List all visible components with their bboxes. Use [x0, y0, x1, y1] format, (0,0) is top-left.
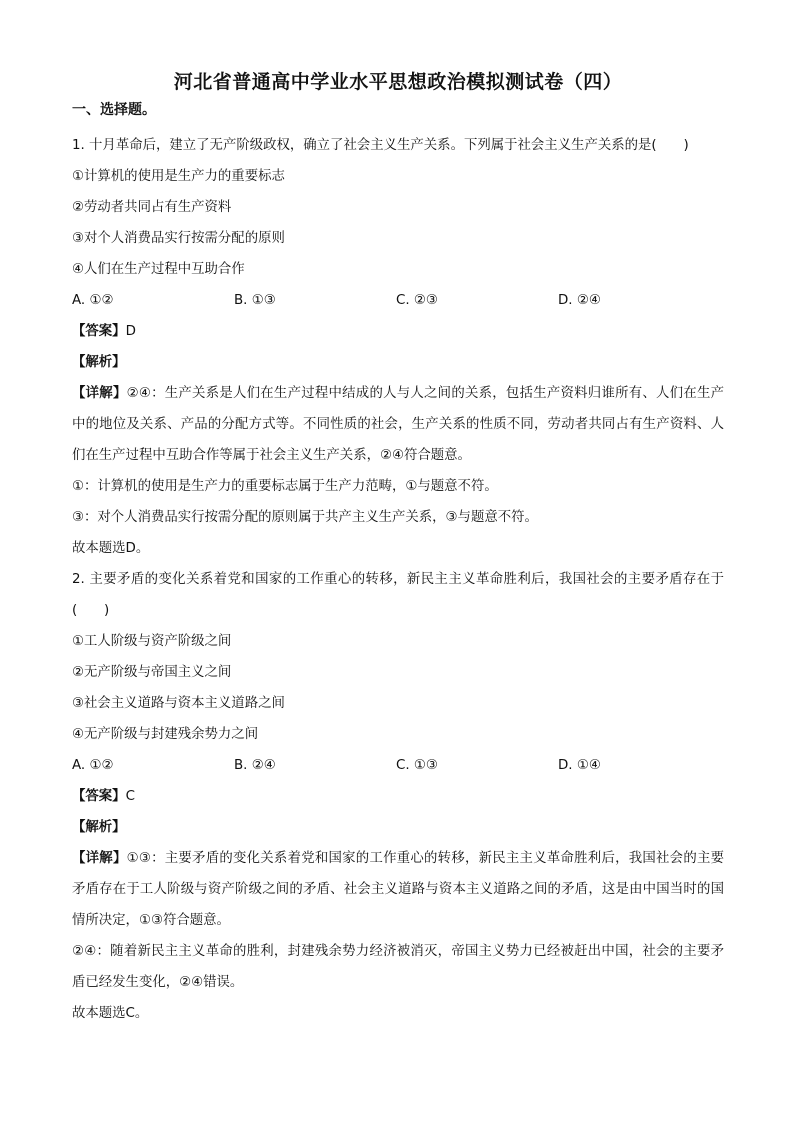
q1-item-2: ②劳动者共同占有生产资料 [72, 200, 232, 215]
q1-item-4: ④人们在生产过程中互助合作 [72, 262, 245, 277]
q2-answer [72, 781, 724, 812]
q2-item-2: ②无产阶级与帝国主义之间 [72, 665, 232, 680]
q1-item-1: ①计算机的使用是生产力的重要标志 [72, 169, 285, 184]
q2-item-4: ④无产阶级与封建残余势力之间 [72, 727, 259, 742]
q2-option-b: B. ②④ [234, 758, 276, 773]
q1-item-3: ③对个人消费品实行按需分配的原则 [72, 231, 285, 246]
document-page [72, 68, 724, 1029]
q1-conclusion: 故本题选D。 [72, 541, 150, 556]
q2-conclusion: 故本题选C。 [72, 1006, 149, 1021]
q1-answer-value: D [125, 324, 136, 339]
q2-detail [72, 843, 724, 936]
q2-analysis-tag: 【解析】 [72, 820, 126, 835]
q2-option-d: D. ①④ [558, 758, 601, 773]
q1-note-1: ①：计算机的使用是生产力的重要标志属于生产力范畴，①与题意不符。 [72, 479, 498, 494]
q2-options [72, 750, 724, 781]
q2-item-1: ①工人阶级与资产阶级之间 [72, 634, 232, 649]
q1-answer [72, 316, 724, 347]
q1-detail [72, 378, 724, 471]
q1-analysis-tag: 【解析】 [72, 355, 126, 370]
q2-option-c: C. ①③ [396, 758, 438, 773]
q2-detail-text: ①③：主要矛盾的变化关系着党和国家的工作重心的转移，新民主主义革命胜利后，我国社会的主要矛盾存在于工人阶级与资产阶级之间的矛盾、社会主义道路与资本主义道路之间的矛盾，这是由中国当时的国情所决定，①③符合题意。 [72, 851, 724, 928]
q1-note-2: ③：对个人消费品实行按需分配的原则属于共产主义生产关系，③与题意不符。 [72, 510, 538, 525]
q1-detail-tag: 【详解】 [72, 386, 127, 401]
q1-stem: 1. 十月革命后，建立了无产阶级政权，确立了社会主义生产关系。下列属于社会主义生产关系的是( ) [72, 138, 689, 153]
page-title: 河北省普通高中学业水平思想政治模拟测试卷（四） [173, 71, 623, 93]
q1-option-c: C. ②③ [396, 293, 438, 308]
q2-answer-value: C [125, 789, 135, 804]
q2-detail-tag: 【详解】 [72, 851, 127, 866]
q1-answer-tag: 【答案】 [72, 324, 126, 339]
q1-options [72, 285, 724, 316]
q2-note-1: ②④：随着新民主主义革命的胜利，封建残余势力经济被消灭，帝国主义势力已经被赶出中国，社会的主要矛盾已经发生变化，②④错误。 [72, 944, 724, 990]
q2-item-3: ③社会主义道路与资本主义道路之间 [72, 696, 285, 711]
q1-option-d: D. ②④ [558, 293, 601, 308]
q1-option-b: B. ①③ [234, 293, 276, 308]
q2-option-a: A. ①② [72, 758, 114, 773]
q1-option-a: A. ①② [72, 293, 114, 308]
q2-answer-tag: 【答案】 [72, 789, 126, 804]
q1-detail-text: ②④：生产关系是人们在生产过程中结成的人与人之间的关系，包括生产资料归谁所有、人们在生产中的地位及关系、产品的分配方式等。不同性质的社会，生产关系的性质不同，劳动者共同占有生产资料、人们在生产过程中互助合作等属于社会主义生产关系，②④符合题意。 [72, 386, 724, 463]
section-heading: 一、选择题。 [72, 102, 156, 118]
q2-stem: 2. 主要矛盾的变化关系着党和国家的工作重心的转移，新民主主义革命胜利后，我国社会的主要矛盾存在于( ) [72, 572, 724, 618]
